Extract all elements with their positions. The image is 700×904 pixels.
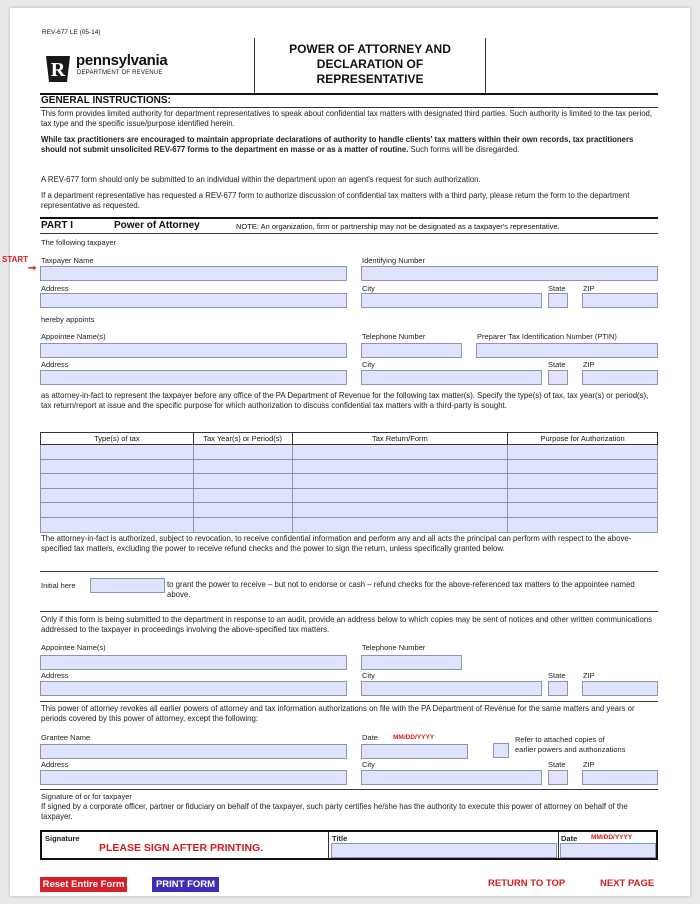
table-row bbox=[41, 503, 658, 518]
return-to-top-link[interactable]: RETURN TO TOP bbox=[488, 878, 566, 889]
start-arrow-icon: ➞ bbox=[28, 263, 37, 274]
instructions-paragraph-2 bbox=[41, 135, 657, 155]
part-title: Power of Attorney bbox=[114, 220, 200, 231]
state-label: State bbox=[548, 360, 566, 369]
instructions-paragraph-4: If a department representative has requested a REV-677 form to authorize discussion of confidential tax matters with a third party, please return the form to the department representative as requested. bbox=[41, 191, 630, 211]
form-page bbox=[2, 8, 690, 896]
column-header: Type(s) of tax bbox=[41, 433, 194, 445]
appointee-address-field[interactable] bbox=[40, 370, 347, 385]
divider bbox=[40, 571, 658, 572]
form-code: REV-677 LE (05-14) bbox=[42, 29, 101, 36]
ptin-label: Preparer Tax Identification Number (PTIN) bbox=[477, 332, 617, 341]
audit-zip-field[interactable] bbox=[582, 681, 658, 696]
ptin-field[interactable] bbox=[476, 343, 658, 358]
hereby-appoints-label: hereby appoints bbox=[41, 315, 95, 324]
title-line-2: DECLARATION OF bbox=[316, 57, 424, 71]
divider bbox=[40, 107, 658, 108]
form-title bbox=[254, 38, 486, 94]
signature-date-field[interactable] bbox=[560, 843, 656, 858]
table-cell-input[interactable] bbox=[508, 517, 658, 532]
audit-address-field[interactable] bbox=[40, 681, 347, 696]
identifying-number-label: Identifying Number bbox=[362, 256, 425, 265]
instructions-paragraph-2-bold: While tax practitioners are encouraged to maintain appropriate declarations of authority to handle clients' tax matters within their own records, tax practitioners should not submit unsolicited REV-677 forms to the department en masse or as a matter of routine. bbox=[41, 135, 634, 155]
instructions-heading: GENERAL INSTRUCTIONS: bbox=[41, 95, 171, 106]
taxpayer-name-field[interactable] bbox=[40, 266, 347, 281]
following-taxpayer-label: The following taxpayer bbox=[41, 238, 117, 247]
table-cell-input[interactable] bbox=[508, 459, 658, 474]
table-cell-input[interactable] bbox=[193, 474, 292, 489]
taxpayer-city-field[interactable] bbox=[361, 293, 542, 308]
city-label: City bbox=[362, 360, 375, 369]
table-header-row bbox=[41, 433, 658, 445]
table-cell-input[interactable] bbox=[292, 459, 508, 474]
table-row bbox=[41, 517, 658, 532]
taxpayer-state-field[interactable] bbox=[548, 293, 568, 308]
appointee-city-field[interactable] bbox=[361, 370, 542, 385]
appointee-zip-field[interactable] bbox=[582, 370, 658, 385]
appointee-names-field[interactable] bbox=[40, 343, 347, 358]
reset-form-button[interactable]: Reset Entire Form bbox=[40, 877, 127, 892]
org-name: pennsylvania bbox=[76, 52, 168, 69]
table-cell-input[interactable] bbox=[193, 503, 292, 518]
initial-here-text bbox=[167, 580, 657, 600]
column-header: Tax Return/Form bbox=[292, 433, 508, 445]
table-cell-input[interactable] bbox=[41, 474, 194, 489]
table-row bbox=[41, 459, 658, 474]
taxpayer-zip-field[interactable] bbox=[582, 293, 658, 308]
table-cell-input[interactable] bbox=[508, 445, 658, 460]
divider bbox=[328, 832, 329, 858]
table-cell-input[interactable] bbox=[41, 459, 194, 474]
instructions-paragraph-3: A REV-677 form should only be submitted to an individual within the department upon an agent's request for such authorization. bbox=[41, 175, 481, 184]
table-cell-input[interactable] bbox=[508, 488, 658, 503]
zip-label: ZIP bbox=[583, 760, 595, 769]
table-cell-input[interactable] bbox=[193, 517, 292, 532]
signer-title-field[interactable] bbox=[331, 843, 557, 858]
table-cell-input[interactable] bbox=[41, 445, 194, 460]
table-cell-input[interactable] bbox=[41, 517, 194, 532]
taxpayer-name-label: Taxpayer Name bbox=[41, 256, 94, 265]
grantee-zip-field[interactable] bbox=[582, 770, 658, 785]
title-label: Title bbox=[332, 834, 348, 843]
date-format-hint: MM/DD/YYYY bbox=[393, 734, 435, 741]
zip-label: ZIP bbox=[583, 671, 595, 680]
signature-date-label: Date bbox=[561, 834, 578, 843]
signature-heading: Signature of or for taxpayer bbox=[41, 792, 132, 801]
please-sign-notice: PLEASE SIGN AFTER PRINTING. bbox=[99, 842, 264, 854]
signature-date-hint: MM/DD/YYYY bbox=[591, 834, 633, 841]
next-page-link[interactable]: NEXT PAGE bbox=[600, 878, 655, 889]
table-cell-input[interactable] bbox=[508, 503, 658, 518]
city-label: City bbox=[362, 671, 375, 680]
grantee-address-field[interactable] bbox=[40, 770, 347, 785]
identifying-number-field[interactable] bbox=[361, 266, 658, 281]
title-line-1: POWER OF ATTORNEY AND bbox=[289, 42, 451, 56]
grantee-name-label: Grantee Name bbox=[41, 733, 91, 742]
city-label: City bbox=[362, 284, 375, 293]
table-cell-input[interactable] bbox=[292, 474, 508, 489]
grantee-state-field[interactable] bbox=[548, 770, 568, 785]
table-cell-input[interactable] bbox=[292, 503, 508, 518]
authorization-text: The attorney-in-fact is authorized, subject to revocation, to receive confidential information and perform any and all acts the principal can perform with respect to the above-specified tax matters, excluding the power to receive refund checks and the power to sign the return, unless specifically granted below. bbox=[41, 534, 632, 554]
address-label: Address bbox=[41, 360, 69, 369]
divider bbox=[40, 217, 658, 219]
divider bbox=[558, 832, 559, 858]
date-label: Date bbox=[362, 733, 378, 742]
start-label: START bbox=[2, 255, 29, 264]
refer-label-line-2: earlier powers and authorizations bbox=[515, 745, 626, 754]
svg-text:R: R bbox=[50, 59, 66, 81]
table-cell-input[interactable] bbox=[292, 445, 508, 460]
appointee-names-label: Appointee Name(s) bbox=[41, 643, 106, 652]
table-row bbox=[41, 445, 658, 460]
initial-here-text-content: to grant the power to receive – but not to endorse or cash – refund checks for the above-referenced tax matters to the appointee named above. bbox=[167, 580, 635, 600]
org-department: DEPARTMENT OF REVENUE bbox=[77, 70, 163, 76]
city-label: City bbox=[362, 760, 375, 769]
keystone-logo-icon bbox=[44, 54, 72, 84]
signature-text: If signed by a corporate officer, partner or fiduciary on behalf of the taxpayer, such party certifies he/she has the authority to execute this power of attorney on behalf of the taxpayer. bbox=[41, 802, 628, 822]
table-cell-input[interactable] bbox=[41, 503, 194, 518]
audit-text: Only if this form is being submitted to the department in response to an audit, provide an address below to which copies may be sent of notices and other written communications addressed to the taxpayer in proceedings involving the above-specified tax matters. bbox=[41, 615, 653, 635]
column-header: Tax Year(s) or Period(s) bbox=[193, 433, 292, 445]
appointee-names-label: Appointee Name(s) bbox=[41, 332, 106, 341]
tax-matters-table bbox=[40, 432, 658, 533]
address-label: Address bbox=[41, 284, 69, 293]
part-label: PART I bbox=[41, 220, 74, 231]
state-label: State bbox=[548, 760, 566, 769]
column-header: Purpose for Authorization bbox=[508, 433, 658, 445]
initial-here-label: Initial here bbox=[41, 581, 76, 590]
instructions-paragraph-1: This form provides limited authority for department representatives to speak about confidential tax matters with designated third parties. Such authority is limited to the tax period, tax type and the specific issue/purpose identified herein. bbox=[41, 109, 653, 129]
audit-state-field[interactable] bbox=[548, 681, 568, 696]
title-line-3: REPRESENTATIVE bbox=[316, 72, 424, 86]
table-cell-input[interactable] bbox=[193, 488, 292, 503]
zip-label: ZIP bbox=[583, 284, 595, 293]
print-form-button[interactable]: PRINT FORM bbox=[152, 877, 219, 892]
table-cell-input[interactable] bbox=[193, 445, 292, 460]
table-row bbox=[41, 488, 658, 503]
grantee-date-field[interactable] bbox=[361, 744, 468, 759]
attorney-in-fact-text: as attorney-in-fact to represent the taxpayer before any office of the PA Department of Revenue for the following tax matter(s). Specify the type(s) of tax, tax year(s) or period(s), tax return/report at issue and the specific purpose for which authorization to discuss confidential tax matters with a third-party is sought. bbox=[41, 391, 649, 411]
audit-city-field[interactable] bbox=[361, 681, 542, 696]
divider bbox=[40, 789, 658, 790]
grantee-name-field[interactable] bbox=[40, 744, 347, 759]
address-label: Address bbox=[41, 671, 69, 680]
part-note: NOTE: An organization, firm or partnership may not be designated as a taxpayer's representative. bbox=[236, 222, 560, 231]
state-label: State bbox=[548, 671, 566, 680]
refer-label-line-1: Refer to attached copies of bbox=[515, 735, 605, 744]
table-cell-input[interactable] bbox=[41, 488, 194, 503]
table-cell-input[interactable] bbox=[508, 474, 658, 489]
address-label: Address bbox=[41, 760, 69, 769]
telephone-label: Telephone Number bbox=[362, 332, 426, 341]
zip-label: ZIP bbox=[583, 360, 595, 369]
refer-attached-checkbox[interactable] bbox=[493, 743, 509, 758]
state-label: State bbox=[548, 284, 566, 293]
table-cell-input[interactable] bbox=[193, 459, 292, 474]
instructions-paragraph-2-rest: Such forms will be disregarded. bbox=[408, 145, 520, 155]
table-cell-input[interactable] bbox=[292, 488, 508, 503]
divider bbox=[40, 233, 658, 234]
audit-appointee-names-field[interactable] bbox=[40, 655, 347, 670]
telephone-label: Telephone Number bbox=[362, 643, 426, 652]
divider bbox=[40, 611, 658, 612]
appointee-telephone-field[interactable] bbox=[361, 343, 462, 358]
revocation-text: This power of attorney revokes all earlier powers of attorney and tax information authorizations on file with the PA Department of Revenue for the same matters and years or periods covered by this power of attorney, except the following: bbox=[41, 704, 635, 724]
grantee-city-field[interactable] bbox=[361, 770, 542, 785]
signature-box bbox=[40, 830, 658, 860]
appointee-state-field[interactable] bbox=[548, 370, 568, 385]
table-cell-input[interactable] bbox=[292, 517, 508, 532]
table-row bbox=[41, 474, 658, 489]
initial-here-field[interactable] bbox=[90, 578, 165, 593]
audit-telephone-field[interactable] bbox=[361, 655, 462, 670]
divider bbox=[40, 701, 658, 702]
signature-label: Signature bbox=[45, 834, 80, 843]
taxpayer-address-field[interactable] bbox=[40, 293, 347, 308]
